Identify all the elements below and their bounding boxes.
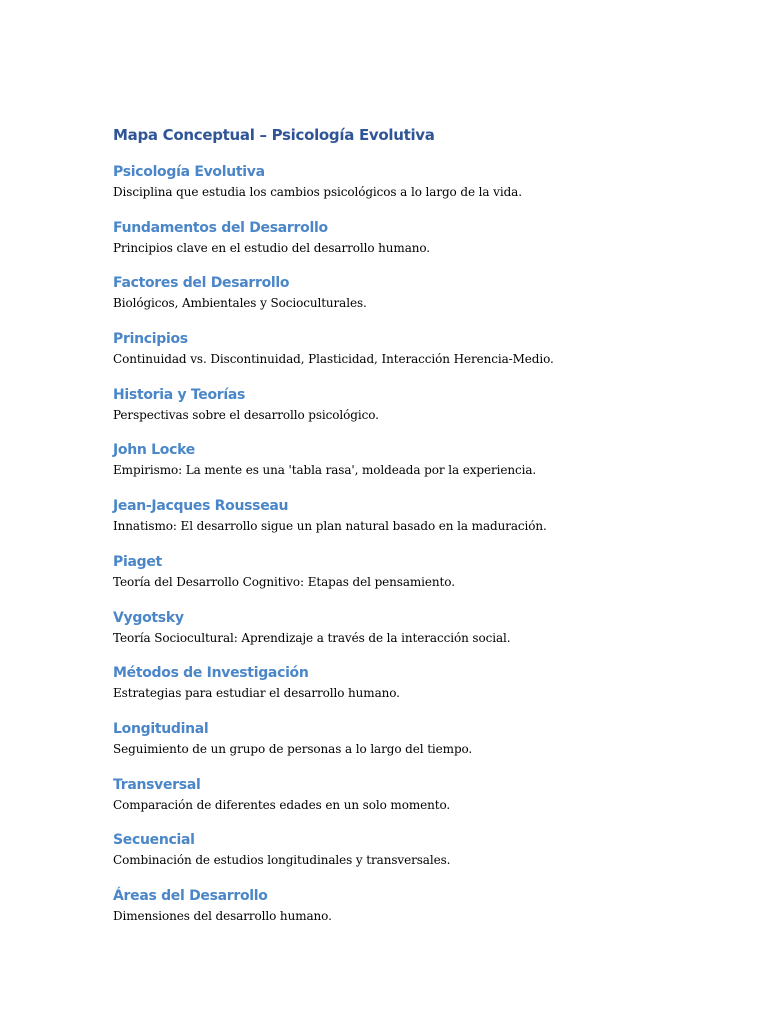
concept-description: Principios clave en el estudio del desarrollo humano.	[113, 240, 431, 255]
concept-heading: Principios	[113, 331, 188, 348]
concept-entry	[113, 885, 713, 941]
concept-description: Perspectivas sobre el desarrollo psicológico.	[113, 407, 379, 422]
concept-description: Teoría Sociocultural: Aprendizaje a través de la interacción social.	[113, 630, 511, 645]
concept-entry	[113, 607, 713, 663]
concept-entry	[113, 161, 713, 217]
concept-entry	[113, 662, 713, 718]
concept-heading: Piaget	[113, 553, 162, 570]
concept-entry	[113, 384, 713, 440]
concept-heading: John Locke	[113, 442, 195, 459]
concept-entry	[113, 551, 713, 607]
concept-description: Innatismo: El desarrollo sigue un plan natural basado en la maduración.	[113, 519, 547, 534]
concept-heading: Fundamentos del Desarrollo	[113, 219, 328, 236]
concept-entry	[113, 495, 713, 551]
concept-description: Empirismo: La mente es una 'tabla rasa', moldeada por la experiencia.	[113, 463, 537, 478]
concept-heading: Psicología Evolutiva	[113, 164, 265, 180]
document-page	[113, 124, 713, 941]
concept-heading: Métodos de Investigación	[113, 665, 309, 682]
concept-heading: Vygotsky	[113, 609, 184, 626]
concept-heading: Transversal	[113, 776, 201, 793]
concept-description: Disciplina que estudia los cambios psicológicos a lo largo de la vida.	[113, 185, 522, 199]
concept-entry	[113, 272, 713, 328]
concept-description: Comparación de diferentes edades en un solo momento.	[113, 797, 451, 812]
concept-heading: Factores del Desarrollo	[113, 275, 290, 292]
concept-heading: Jean-Jacques Rousseau	[113, 498, 289, 515]
concept-entry	[113, 829, 713, 885]
concept-entry	[113, 439, 713, 495]
concept-entry	[113, 217, 713, 273]
concept-description: Seguimiento de un grupo de personas a lo largo del tiempo.	[113, 741, 473, 756]
concept-entry	[113, 328, 713, 384]
concept-description: Combinación de estudios longitudinales y transversales.	[113, 853, 451, 868]
concept-entry	[113, 774, 713, 830]
document-title: Mapa Conceptual – Psicología Evolutiva	[113, 126, 435, 144]
concept-entry	[113, 718, 713, 774]
concept-description: Biológicos, Ambientales y Socioculturales.	[113, 296, 367, 311]
concept-heading: Longitudinal	[113, 720, 209, 737]
concept-description: Estrategias para estudiar el desarrollo humano.	[113, 686, 400, 701]
concept-description: Teoría del Desarrollo Cognitivo: Etapas del pensamiento.	[113, 574, 455, 589]
concept-description: Continuidad vs. Discontinuidad, Plasticidad, Interacción Herencia-Medio.	[113, 352, 554, 367]
concept-heading: Historia y Teorías	[113, 386, 246, 403]
concept-heading: Secuencial	[113, 832, 195, 849]
concept-heading: Áreas del Desarrollo	[113, 887, 268, 904]
concept-description: Dimensiones del desarrollo humano.	[113, 908, 332, 923]
